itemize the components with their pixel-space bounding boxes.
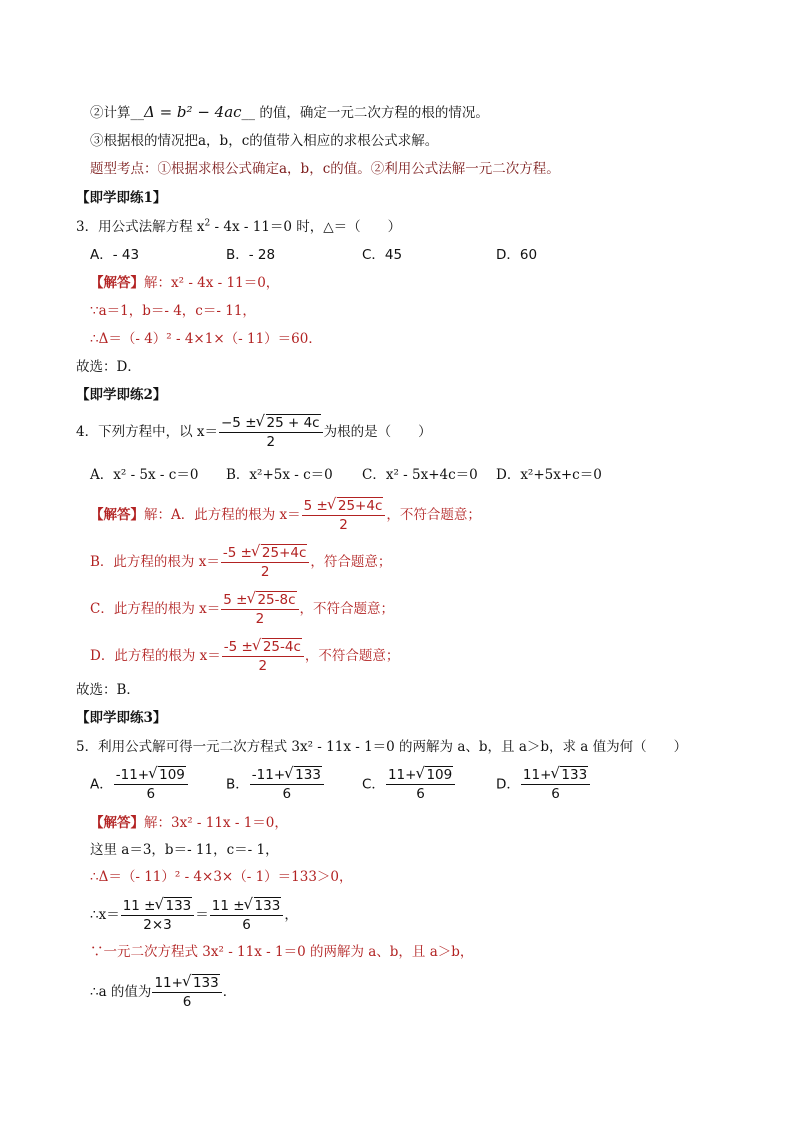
q5-option-b [226, 766, 325, 803]
q3-answer-text1: 解：x² - 4x - 11＝0， [144, 275, 280, 291]
q3-answer-line2: ∵a＝1，b＝- 4，c＝- 11， [90, 303, 256, 319]
q4-option-d: D．x²+5x+c＝0 [496, 467, 602, 483]
q5-b-den: 6 [282, 786, 292, 802]
q3-choice: 故选：D． [76, 359, 141, 375]
q5-l4-num2: 11 ± [211, 898, 245, 914]
q4-answer-c [90, 591, 394, 628]
q4-c-den: 2 [255, 611, 265, 627]
q4-frac-rad: 25 + 4c [266, 415, 320, 431]
q5-a-fraction [114, 766, 188, 803]
practice2-header: 【即学即练2】 [76, 387, 167, 403]
practice1-header: 【即学即练1】 [76, 190, 167, 206]
q5-a-label: A． [90, 776, 113, 793]
q5-d-den: 6 [551, 786, 560, 802]
topic-line: 题型考点：①根据求根公式确定a，b，c的值。②利用公式法解一元二次方程。 [90, 161, 560, 177]
q4-d-rad: 25-4c [262, 639, 301, 655]
q4-c-fraction [221, 591, 298, 628]
q5-l4-num1: 11 ± [122, 898, 156, 914]
q3-num: 3． [76, 219, 99, 235]
q5-b-num: -11+ [251, 767, 286, 783]
q4-text-post: 为根的是（ ） [323, 424, 432, 440]
q4-b-fraction [221, 544, 310, 581]
question-3 [76, 217, 401, 237]
step2-suffix: 的值，确定一元二次方程的根的情况。 [259, 105, 489, 121]
q5-c-den: 6 [416, 786, 425, 802]
q5-b-label: B． [226, 776, 249, 793]
discriminant-formula: Δ = b² − 4ac [144, 103, 242, 121]
q4-b-den: 2 [260, 564, 270, 580]
q5-d-num: 11+ [522, 767, 552, 783]
q3-text-pre: 用公式法解方程 x [98, 219, 205, 235]
q5-l4-den1: 2×3 [143, 917, 172, 933]
q5-answer-line4 [90, 897, 298, 934]
q5-answer-line5: ∵一元二次方程式 3x² - 11x - 1＝0 的两解为 a、b，且 a＞b， [90, 944, 474, 960]
q4-d-den: 2 [258, 658, 268, 674]
q3-option-b: B．- 28 [226, 247, 276, 263]
q4-a-tail: ，不符合题意； [386, 507, 481, 523]
q3-option-c: C．45 [362, 247, 403, 263]
q4-c-rad: 25-8c [257, 592, 296, 608]
q5-l6-den: 6 [182, 994, 192, 1010]
q3-answer-tag: 【解答】 [90, 275, 144, 291]
q5-answer-tag: 【解答】 [90, 815, 144, 831]
q4-num: 4． [76, 424, 99, 440]
q4-c-tail: ，不符合题意； [299, 601, 394, 617]
q5-c-num: 11+ [387, 767, 417, 783]
step2-prefix: ②计算 [90, 105, 131, 121]
q4-option-b: B．x²+5x - c＝0 [226, 467, 333, 483]
q4-text-pre: 下列方程中，以 x＝ [98, 424, 218, 440]
q4-answer-a [90, 497, 481, 534]
q5-option-d [496, 766, 591, 803]
q5-d-rad: 133 [561, 767, 588, 783]
q4-answer-tag: 【解答】 [90, 507, 144, 523]
q4-b-rad: 25+4c [261, 545, 307, 561]
q5-answer-line3: ∴Δ＝（- 11）² - 4×3×（- 1）＝133＞0， [90, 869, 353, 885]
q4-b-tail: ，符合题意； [310, 554, 392, 570]
question-4 [76, 414, 432, 451]
q5-l4-rad2: 133 [254, 898, 281, 914]
q4-fraction [219, 414, 323, 451]
q3-sup: 2 [204, 218, 211, 229]
q5-a-den: 6 [146, 786, 156, 802]
q5-l6-num: 11+ [154, 975, 183, 991]
q5-answer-text1: 解：3x² - 11x - 1＝0， [144, 815, 288, 831]
q4-choice: 故选：B． [76, 682, 140, 698]
q5-b-rad: 133 [295, 767, 321, 783]
q4-answer-b [90, 544, 391, 581]
q5-l4-fraction2 [210, 897, 284, 934]
q3-option-d: D．60 [496, 247, 538, 263]
q4-b-lead: B．此方程的根为 x＝ [90, 554, 220, 570]
q5-l4-rad1: 133 [165, 898, 192, 914]
q5-b-fraction [250, 766, 324, 803]
q4-option-c: C．x² - 5x+4c＝0 [362, 467, 478, 483]
q5-l4-lead: ∴x＝ [90, 907, 120, 923]
q4-c-num: 5 ± [223, 592, 248, 608]
q4-c-lead: C．此方程的根为 x＝ [90, 601, 221, 617]
q4-frac-num: −5 ± [221, 415, 257, 431]
q3-text-post: - 4x - 11＝0 时，△＝（ ） [210, 219, 402, 235]
q5-l4-fraction1 [121, 897, 195, 934]
q5-option-a [90, 766, 189, 803]
q5-answer-line6 [90, 974, 236, 1011]
q4-a-lead: 解：A．此方程的根为 x＝ [144, 507, 301, 523]
q4-frac-den: 2 [266, 434, 276, 450]
q5-l6-lead: ∴a 的值为 [90, 984, 152, 1000]
q5-l6-tail: ． [222, 984, 237, 1000]
q4-answer-d [90, 638, 399, 675]
practice3-header: 【即学即练3】 [76, 710, 167, 726]
q4-a-rad: 25+4c [337, 498, 383, 514]
q5-answer-line2: 这里 a＝3，b＝- 11，c＝- 1， [90, 842, 279, 858]
q5-option-c [362, 766, 456, 803]
q4-a-num: 5 ± [303, 498, 328, 514]
q4-d-lead: D．此方程的根为 x＝ [90, 648, 221, 664]
q5-c-fraction [386, 766, 455, 803]
q5-answer-line1 [90, 813, 288, 833]
q4-d-fraction [222, 638, 304, 675]
q5-l6-fraction [152, 974, 221, 1011]
q5-l6-rad: 133 [192, 975, 219, 991]
q5-d-label: D． [496, 776, 520, 793]
step2-blank-pre: __ [130, 105, 144, 121]
step2-blank-post: __ [241, 105, 256, 121]
q4-b-num: -5 ± [222, 545, 252, 561]
q4-d-tail: ，不符合题意； [304, 648, 400, 664]
step2-line [90, 102, 489, 123]
q5-l4-den2: 6 [242, 917, 251, 933]
q4-option-a: A．x² - 5x - c＝0 [90, 467, 199, 483]
q3-option-a: A．- 43 [90, 247, 140, 263]
q5-l4-tail: ， [284, 907, 298, 923]
q5-c-rad: 109 [426, 767, 453, 783]
q5-l4-eq: ＝ [195, 907, 209, 923]
q4-d-num: -5 ± [223, 639, 253, 655]
question-5: 5．利用公式解可得一元二次方程式 3x² - 11x - 1＝0 的两解为 a、b，且 a＞b，求 a 值为何（ ） [76, 739, 688, 755]
q5-a-num: -11+ [115, 767, 150, 783]
q3-answer-line3: ∴Δ＝（- 4）² - 4×1×（- 11）＝60． [90, 331, 322, 347]
step3-line: ③根据根的情况把a，b，c的值带入相应的求根公式求解。 [90, 133, 439, 149]
q4-a-fraction [302, 497, 386, 534]
q5-a-rad: 109 [159, 767, 185, 783]
q3-answer-line1 [90, 273, 279, 293]
q5-c-label: C． [362, 776, 385, 793]
q5-d-fraction [521, 766, 590, 803]
q4-a-den: 2 [339, 517, 348, 533]
